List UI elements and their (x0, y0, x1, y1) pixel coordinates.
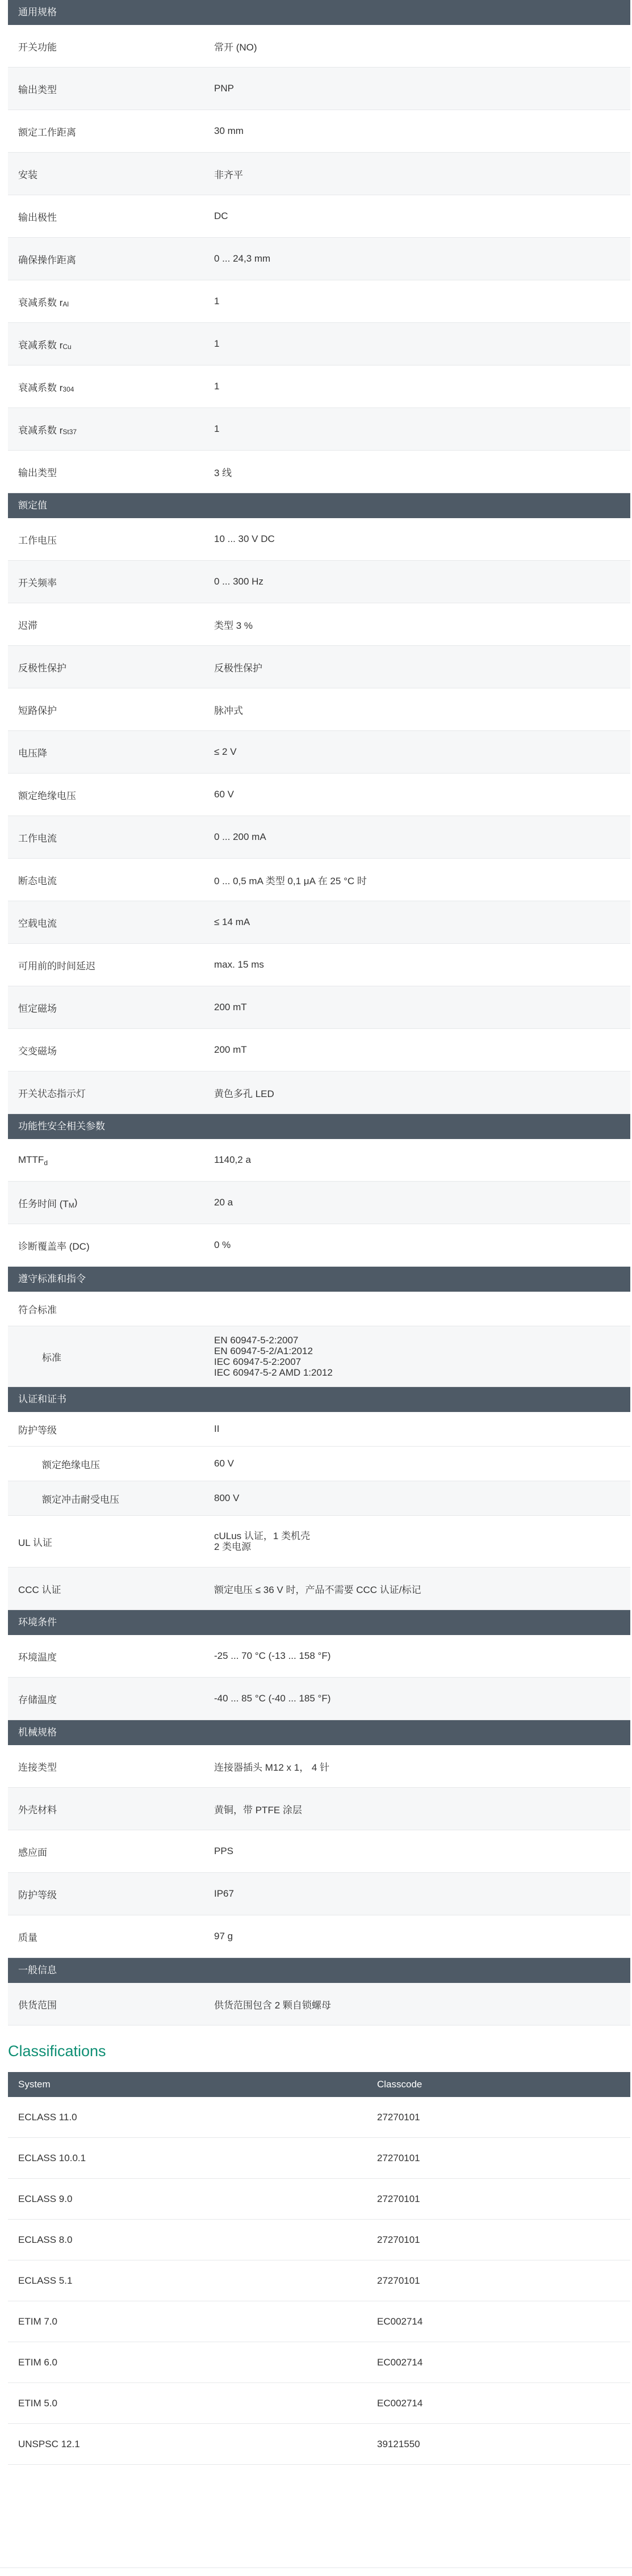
spec-row (8, 1224, 630, 1267)
spec-label: 短路保护 (18, 705, 57, 716)
column-header-system: System (18, 2079, 51, 2090)
spec-value: 1 (214, 296, 220, 306)
spec-value: -40 ... 85 °C (-40 ... 185 °F) (214, 1693, 331, 1704)
spec-row (8, 451, 630, 493)
spec-value: DC (214, 211, 228, 221)
spec-label: 交变磁场 (18, 1045, 57, 1057)
spec-label: 开关频率 (18, 577, 57, 589)
section-approvals (8, 1412, 630, 1610)
spec-label: 额定绝缘电压 (42, 1459, 100, 1470)
section-standards (8, 1292, 630, 1387)
table-row (8, 2301, 630, 2342)
spec-label: 外壳材料 (18, 1804, 57, 1816)
standard-item: IEC 60947-5-2:2007 (214, 1356, 302, 1367)
spec-value: 连接器插头 M12 x 1， 4 针 (214, 1762, 330, 1773)
label-tail: ) (74, 1197, 78, 1208)
spec-label: 存储温度 (18, 1694, 57, 1705)
spec-label: 恒定磁场 (18, 1003, 57, 1014)
spec-value: 黄铜，带 PTFE 涂层 (214, 1804, 302, 1816)
label-text: 任务时间 (T (18, 1198, 69, 1209)
spec-label: 断态电流 (18, 875, 57, 886)
spec-row (8, 408, 630, 451)
system-cell: ETIM 6.0 (18, 2357, 57, 2368)
spec-value: 常开 (NO) (214, 41, 257, 53)
spec-row (8, 195, 630, 238)
spec-row (8, 1983, 630, 2025)
spec-value: 3 线 (214, 467, 232, 478)
spec-label: 感应面 (18, 1847, 47, 1858)
spec-label (18, 365, 206, 407)
system-cell: ECLASS 8.0 (18, 2234, 73, 2245)
system-cell: ECLASS 11.0 (18, 2112, 77, 2123)
spec-row (8, 1873, 630, 1915)
spec-value: max. 15 ms (214, 959, 264, 970)
classcode-cell: 27270101 (377, 2112, 420, 2123)
classifications-header-row (8, 2072, 630, 2097)
spec-label: 防护等级 (18, 1889, 57, 1901)
spec-value: 1 (214, 423, 220, 434)
spec-value: 黄色多孔 LED (214, 1088, 274, 1099)
section-ambient (8, 1635, 630, 1720)
spec-row (8, 1516, 630, 1568)
spec-row (8, 1481, 630, 1516)
spec-row (8, 1678, 630, 1720)
label-subscript: Cu (62, 343, 72, 351)
standard-item: EN 60947-5-2:2007 (214, 1335, 299, 1346)
spec-row (8, 1447, 630, 1481)
classcode-cell: EC002714 (377, 2357, 423, 2368)
table-row (8, 2138, 630, 2179)
spec-value: 1140,2 a (214, 1154, 251, 1165)
spec-value: PPS (214, 1846, 234, 1856)
section-safety (8, 1139, 630, 1267)
table-row (8, 2342, 630, 2383)
spec-value (214, 1326, 333, 1386)
spec-label: 额定冲击耐受电压 (42, 1494, 119, 1505)
spec-value: 供货范围包含 2 颗自锁螺母 (214, 1999, 331, 2011)
spec-row (8, 68, 630, 110)
spec-value: 0 ... 200 mA (214, 831, 266, 842)
section-rated (8, 518, 630, 1114)
classifications-title: Classifications (8, 2043, 106, 2060)
spec-value: ≤ 2 V (214, 746, 237, 757)
spec-label: 开关状态指示灯 (18, 1088, 86, 1099)
classcode-cell: 27270101 (377, 2193, 420, 2204)
spec-label (18, 408, 206, 450)
section-header-info: 一般信息 (8, 1958, 630, 1983)
label-subscript: M (68, 1201, 74, 1209)
spec-row (8, 901, 630, 944)
classcode-cell: 39121550 (377, 2439, 420, 2449)
spec-row (8, 323, 630, 365)
label-text: 衰减系数 r (18, 339, 63, 351)
page-bottom-edge (0, 2567, 632, 2576)
spec-row (8, 688, 630, 731)
section-header-safety: 功能性安全相关参数 (8, 1114, 630, 1139)
spec-label: 符合标准 (18, 1304, 57, 1316)
system-cell: UNSPSC 12.1 (18, 2439, 80, 2449)
spec-row (8, 1029, 630, 1071)
spec-label: 防护等级 (18, 1424, 57, 1436)
spec-label (18, 1139, 206, 1181)
spec-value: 60 V (214, 789, 234, 800)
spec-row (8, 816, 630, 859)
section-header-general: 通用规格 (8, 0, 630, 25)
spec-label: 连接类型 (18, 1762, 57, 1773)
spec-row (8, 518, 630, 561)
spec-value: -25 ... 70 °C (-13 ... 158 °F) (214, 1650, 331, 1661)
table-row (8, 2179, 630, 2220)
classcode-cell: EC002714 (377, 2398, 423, 2409)
spec-row (8, 1326, 630, 1387)
spec-label: 输出类型 (18, 467, 57, 478)
ul-line: 2 类电源 (214, 1541, 252, 1552)
spec-row (8, 986, 630, 1029)
spec-label (18, 1182, 206, 1224)
spec-row (8, 646, 630, 688)
spec-value: ≤ 14 mA (214, 917, 250, 927)
spec-row (8, 774, 630, 816)
spec-label: 输出类型 (18, 84, 57, 95)
spec-value: 脉冲式 (214, 705, 243, 716)
section-info (8, 1983, 630, 2025)
spec-row (8, 1915, 630, 1958)
spec-row (8, 731, 630, 774)
spec-row (8, 1182, 630, 1224)
label-subscript: d (44, 1159, 48, 1167)
spec-row (8, 153, 630, 195)
spec-label: UL 认证 (18, 1537, 52, 1548)
spec-row (8, 561, 630, 603)
spec-label: 电压降 (18, 747, 47, 759)
spec-value: 非齐平 (214, 169, 243, 180)
label-text: 衰减系数 r (18, 382, 63, 393)
spec-label: 环境温度 (18, 1652, 57, 1663)
spec-row (8, 944, 630, 986)
spec-value: 200 mT (214, 1044, 247, 1055)
label-text: 衰减系数 r (18, 297, 63, 308)
spec-label: 供货范围 (18, 1999, 57, 2011)
spec-value: 60 V (214, 1458, 234, 1469)
spec-label: 空载电流 (18, 918, 57, 929)
spec-value: 0 ... 0,5 mA 类型 0,1 μA 在 25 °C 时 (214, 875, 367, 886)
system-cell: ETIM 5.0 (18, 2398, 57, 2409)
system-cell: ETIM 7.0 (18, 2316, 57, 2327)
spec-label: 工作电压 (18, 535, 57, 546)
section-mechanical (8, 1745, 630, 1958)
section-header-mechanical: 机械规格 (8, 1720, 630, 1745)
spec-value: 97 g (214, 1931, 233, 1942)
table-row (8, 2097, 630, 2138)
label-text: MTTF (18, 1154, 44, 1165)
section-header-approvals: 认证和证书 (8, 1387, 630, 1412)
spec-row (8, 238, 630, 280)
spec-row (8, 1830, 630, 1873)
spec-value: 200 mT (214, 1002, 247, 1012)
spec-value: 20 a (214, 1197, 233, 1208)
ul-line: cULus 认证，1 类机壳 (214, 1531, 311, 1541)
spec-value: 额定电压 ≤ 36 V 时，产品不需要 CCC 认证/标记 (214, 1584, 421, 1595)
spec-value: II (214, 1423, 220, 1434)
classifications-table (8, 2097, 630, 2465)
spec-value: 10 ... 30 V DC (214, 533, 275, 544)
spec-label: 诊断覆盖率 (DC) (18, 1241, 90, 1252)
spec-value: 0 ... 24,3 mm (214, 253, 271, 264)
section-header-rated: 额定值 (8, 493, 630, 518)
spec-row (8, 1568, 630, 1610)
spec-label: 额定工作距离 (18, 127, 76, 138)
spec-row (8, 859, 630, 901)
spec-label: 迟滞 (18, 620, 37, 631)
spec-label: 标准 (42, 1352, 61, 1363)
spec-value (214, 1516, 310, 1567)
spec-value: 0 % (214, 1239, 231, 1250)
spec-label: 质量 (18, 1932, 37, 1943)
table-row (8, 2260, 630, 2301)
spec-row (8, 280, 630, 323)
label-subscript: Al (62, 300, 69, 308)
spec-row (8, 1071, 630, 1114)
spec-label: 额定绝缘电压 (18, 790, 76, 801)
spec-value: 800 V (214, 1493, 240, 1503)
spec-label: 确保操作距离 (18, 254, 76, 266)
standard-item: IEC 60947-5-2 AMD 1:2012 (214, 1367, 333, 1378)
spec-row (8, 365, 630, 408)
ul-value-lines (214, 1531, 310, 1552)
classcode-cell: EC002714 (377, 2316, 423, 2327)
spec-value: 30 mm (214, 125, 244, 136)
spec-row (8, 1745, 630, 1788)
spec-value: 类型 3 % (214, 620, 253, 631)
system-cell: ECLASS 5.1 (18, 2275, 73, 2286)
spec-label: CCC 认证 (18, 1584, 61, 1595)
label-text: 衰减系数 r (18, 425, 63, 436)
spec-value: PNP (214, 83, 234, 94)
spec-row (8, 1412, 630, 1447)
table-row (8, 2424, 630, 2465)
label-subscript: St37 (62, 428, 77, 436)
system-cell: ECLASS 10.0.1 (18, 2153, 86, 2163)
spec-row (8, 1292, 630, 1326)
system-cell: ECLASS 9.0 (18, 2193, 73, 2204)
label-subscript: 304 (62, 385, 74, 393)
spec-label (18, 323, 206, 365)
section-header-ambient: 环境条件 (8, 1610, 630, 1635)
table-row (8, 2220, 630, 2260)
standard-item: EN 60947-5-2/A1:2012 (214, 1346, 313, 1356)
classcode-cell: 27270101 (377, 2234, 420, 2245)
spec-sheet (8, 0, 630, 2465)
spec-label: 输出极性 (18, 212, 57, 223)
spec-label (18, 280, 206, 322)
spec-row (8, 1139, 630, 1182)
spec-label: 可用前的时间延迟 (18, 960, 95, 972)
spec-value: 反极性保护 (214, 662, 262, 674)
spec-row (8, 1635, 630, 1678)
spec-value: 0 ... 300 Hz (214, 576, 263, 587)
standard-list (214, 1335, 333, 1378)
spec-value: 1 (214, 381, 220, 392)
column-header-classcode: Classcode (377, 2079, 422, 2090)
section-header-standards: 遵守标准和指令 (8, 1267, 630, 1292)
spec-label: 开关功能 (18, 41, 57, 53)
spec-value: 1 (214, 338, 220, 349)
spec-row (8, 603, 630, 646)
spec-row (8, 25, 630, 68)
table-row (8, 2383, 630, 2424)
spec-label: 反极性保护 (18, 662, 66, 674)
classcode-cell: 27270101 (377, 2153, 420, 2163)
classcode-cell: 27270101 (377, 2275, 420, 2286)
spec-label: 安装 (18, 169, 37, 180)
section-general (8, 25, 630, 493)
spec-value: IP67 (214, 1888, 234, 1899)
spec-row (8, 110, 630, 153)
spec-row (8, 1788, 630, 1830)
spec-label: 工作电流 (18, 833, 57, 844)
